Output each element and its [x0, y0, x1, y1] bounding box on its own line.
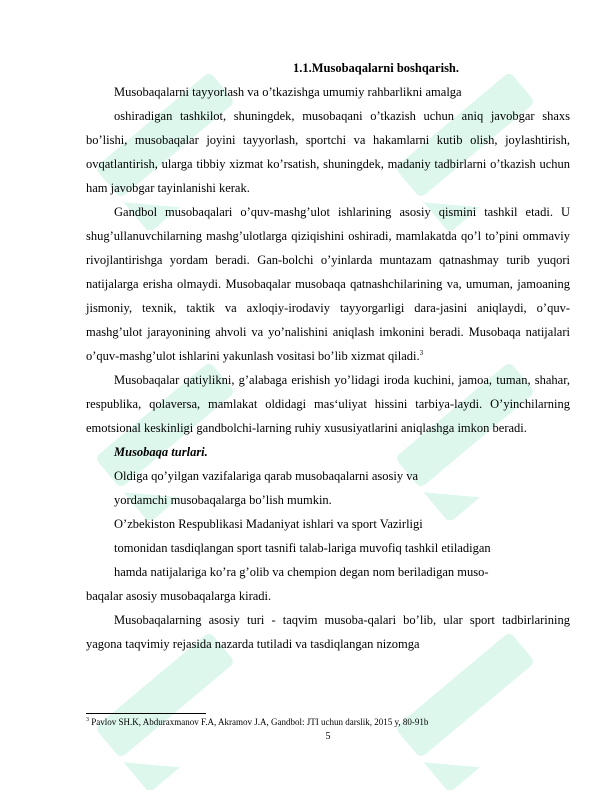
- footnote-text: Pavlov SH.K, Abduraxmanov F.A, Akramov J.A, Gandbol: JTI uchun darslik, 2015 y, 80-91b: [91, 717, 429, 727]
- text-line: O’zbekiston Respublikasi Madaniyat ishlari va sport Vazirligi: [114, 517, 423, 531]
- footnote-separator: [86, 713, 206, 714]
- footnote-mark: 3: [86, 717, 89, 723]
- paragraph: Musobaqalarning asosiy turi - taqvim musoba-qalari bo’lib, ular sport tadbirlarining yagona taqvimiy rejasida nazarda tutiladi va tasdiqlangan nizomga: [86, 613, 570, 651]
- body-text: [86, 56, 570, 656]
- text-line: tomonidan tasdiqlangan sport tasnifi talab-lariga muvofiq tashkil etiladigan: [114, 541, 491, 555]
- paragraph: Musobaqalar qatiylikni, g’alabaga erishish yo’lidagi iroda kuchini, jamoa, tuman, shahar, respublika, qolaversa, mamlakat oldidagi mas‘uliyat hissini tarbiya-laydi. O’yinchilarning emotsional keskinligi gandbolchi-larning ruhiy xususiyatlarini aniqlashga imkon beradi.: [86, 373, 570, 435]
- paragraph-text: oshiradigan tashkilot, shuningdek, musobaqani o’tkazish uchun aniq javobgar shaxs bo’lishi, musobaqalar joyini tayyorlash, sportchi va hakamlarni kutib olish, joylashtirish, ovqatlantirish, ularga tibbiy xizmat ko’rsatish, shuningdek, madaniy tadbirlarni o’tkazish uchun ham javobgar tayinlanishi kerak.: [86, 109, 570, 195]
- footnote-reference[interactable]: 3: [419, 348, 424, 357]
- page-number: 5: [325, 731, 331, 742]
- paragraph: [86, 104, 570, 200]
- footnote: [86, 716, 570, 728]
- paragraph: [86, 200, 570, 368]
- text-line: Musobaqalarni tayyorlash va o’tkazishga umumiy rahbarlikni amalga: [114, 85, 462, 99]
- paragraph-text: Gandbol musobaqalari o’quv-mashg’ulot ishlarining asosiy qismini tashkil etadi. U shug’ullanuvchilarning mashg’ulotlarga qiziqishini oshiradi, mamlakatda qo’l to’pini ommaviy rivojlantirishga yordam beradi. Gan-bolchi o’yinlarda muntazam qatnashmay turib yuqori natijalarga erisha olmaydi. Musobaqalar musobaqa qatnashchilarining va, umuman, jamoaning jismoniy, texnik, taktik va axloqiy-irodaviy tayyorgarligi dara-jasini aniqlaydi, o’quv-mashg’ulot jarayonining ahvoli va yo’nalishini aniqlash imkonini beradi. Musobaqa natijalari o’quv-mashg’ulot ishlarini yakunlash vositasi bo’lib xizmat qiladi.: [86, 205, 570, 363]
- subheading: Musobaqa turlari.: [114, 445, 208, 459]
- text-line: baqalar asosiy musobaqalarga kiradi.: [86, 589, 272, 603]
- text-line: yordamchi musobaqalarga bo’lish mumkin.: [114, 493, 332, 507]
- text-line: Oldiga qo’yilgan vazifalariga qarab musobaqalarni asosiy va: [114, 469, 419, 483]
- section-title: 1.1.Musobaqalarni boshqarish.: [292, 61, 460, 75]
- text-line: hamda natijalariga ko’ra g’olib va chempion degan nom beriladigan muso-: [114, 565, 489, 579]
